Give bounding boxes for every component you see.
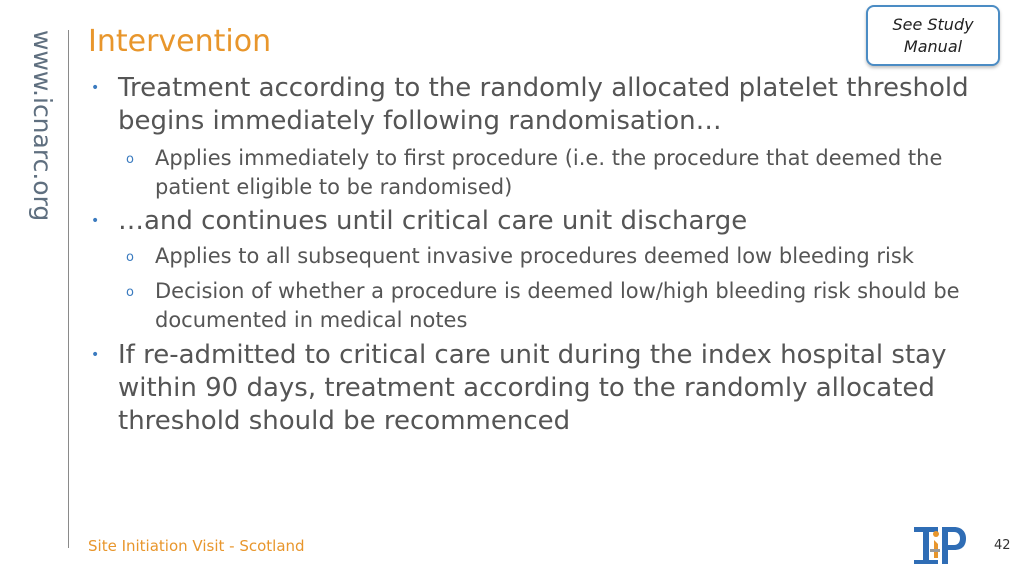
bullet-item: [88, 339, 1013, 438]
sub-bullet-circle-icon: o: [126, 285, 134, 300]
sub-bullet-circle-icon: o: [126, 250, 134, 265]
sub-bullet-circle-icon: o: [126, 152, 134, 167]
website-url-sidebar: [19, 30, 65, 240]
bullet-text: …and continues until critical care unit discharge: [118, 206, 748, 236]
badge-line-1: See Study: [892, 14, 974, 34]
sub-bullet-text: Decision of whether a procedure is deemed low/high bleeding risk should be documented in medical notes: [155, 279, 960, 332]
bullet-item: [88, 205, 1013, 238]
bullet-dot-icon: •: [91, 347, 100, 363]
website-url-text: www.icnarc.org: [28, 30, 57, 222]
footer-text: Site Initiation Visit - Scotland: [88, 537, 305, 555]
bullet-text: If re-admitted to critical care unit during the index hospital stay within 90 days, treatment according to the randomly allocated threshold should be recommenced: [118, 340, 947, 436]
sub-bullet-item: [88, 144, 1013, 202]
sub-bullet-text: Applies to all subsequent invasive procedures deemed low bleeding risk: [155, 244, 914, 268]
bullet-list: [88, 72, 1013, 438]
bullet-dot-icon: •: [91, 213, 100, 229]
vertical-divider: [68, 30, 69, 548]
sub-bullet-item: [88, 277, 1013, 335]
page-number: 42: [994, 538, 1011, 553]
bullet-dot-icon: •: [91, 80, 100, 96]
bullet-text: Treatment according to the randomly allocated platelet threshold begins immediately following randomisation…: [118, 73, 969, 136]
t4p-logo: [912, 524, 968, 566]
sub-bullet-text: Applies immediately to first procedure (i.e. the procedure that deemed the patient eligible to be randomised): [155, 146, 943, 199]
badge-line-2: Manual: [903, 36, 963, 56]
sub-bullet-item: [88, 242, 1013, 271]
see-study-manual-badge: [866, 5, 1000, 66]
bullet-item: [88, 72, 1013, 138]
slide-title: Intervention: [88, 24, 272, 59]
